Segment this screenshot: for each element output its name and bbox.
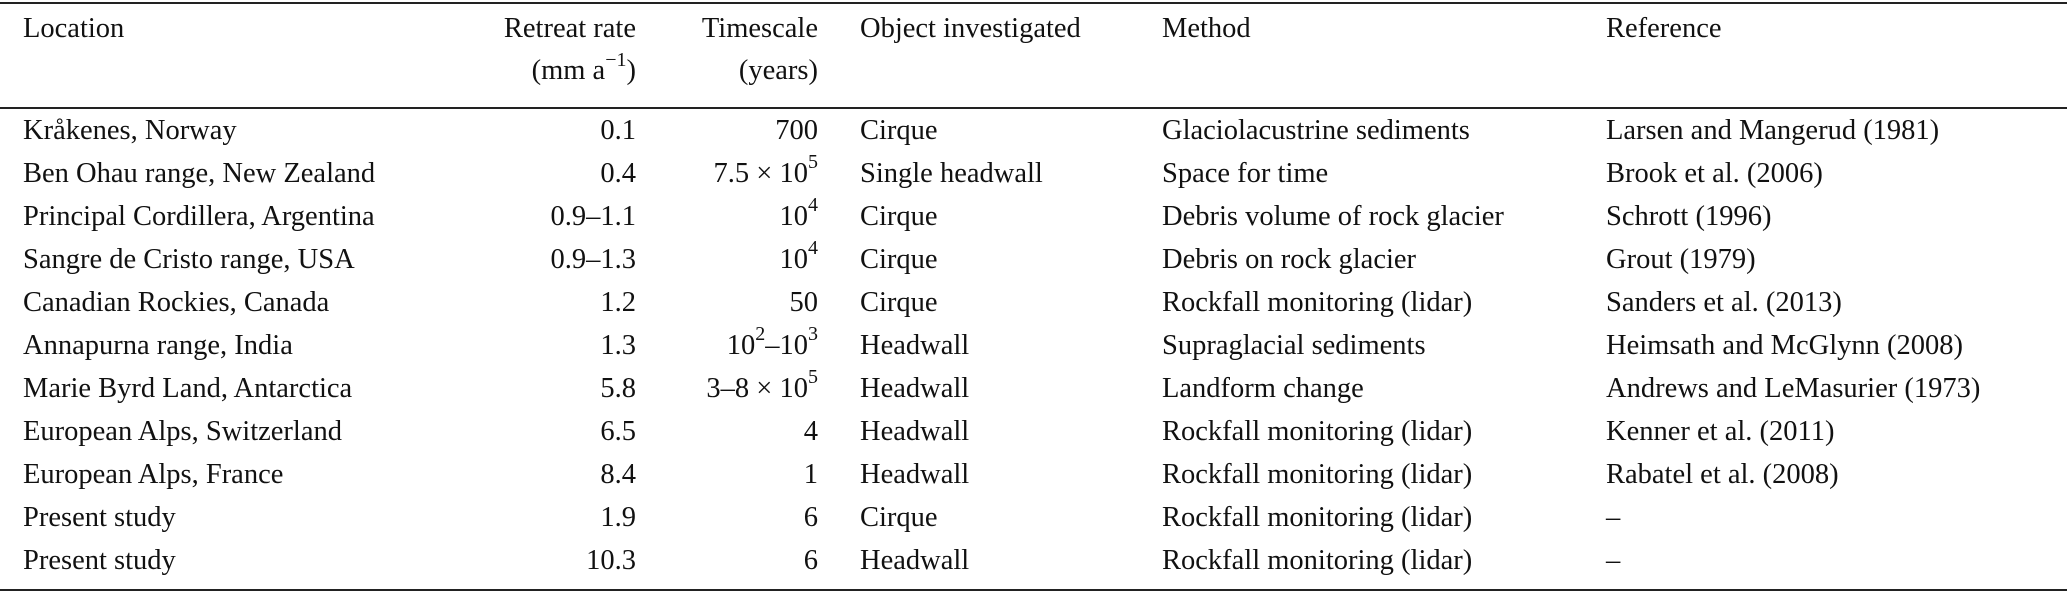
cell-method: Rockfall monitoring (lidar) (1162, 286, 1473, 318)
cell-object: Headwall (860, 544, 970, 576)
cell-object: Cirque (860, 114, 938, 146)
cell-object: Cirque (860, 243, 938, 275)
cell-method: Rockfall monitoring (lidar) (1162, 415, 1473, 447)
cell-location: European Alps, France (23, 458, 284, 490)
cell-reference: Sanders et al. (2013) (1606, 286, 1842, 318)
cell-location: Principal Cordillera, Argentina (23, 200, 375, 232)
cell-object: Headwall (860, 415, 970, 447)
cell-method: Supraglacial sediments (1162, 329, 1426, 361)
cell-retreat-rate: 1.3 (600, 329, 636, 361)
cell-reference: Grout (1979) (1606, 243, 1756, 275)
cell-location: European Alps, Switzerland (23, 415, 342, 447)
cell-location: Present study (23, 501, 176, 533)
table-row (0, 152, 2067, 195)
cell-method: Debris volume of rock glacier (1162, 200, 1504, 232)
header-retreat-rate: Retreat rate (mm $a^{-1}$) (503, 13, 636, 86)
cell-timescale: $10^4$ (779, 237, 818, 275)
table-row (0, 496, 2067, 539)
cell-location: Marie Byrd Land, Antarctica (23, 372, 353, 404)
cell-object: Cirque (860, 286, 938, 318)
table-row (0, 453, 2067, 496)
cell-timescale: $7.5 \times 10^5$ (713, 151, 818, 189)
cell-timescale: 700 (775, 114, 818, 146)
table-row (0, 238, 2067, 281)
bottom-rule (0, 589, 2067, 591)
header-location: Location (23, 13, 125, 44)
cell-retreat-rate: 1.2 (600, 286, 636, 318)
cell-location: Canadian Rockies, Canada (23, 286, 330, 318)
table-row (0, 99, 2067, 152)
cell-retreat-rate: 0.4 (600, 157, 636, 189)
table-body (0, 99, 2067, 582)
cell-method: Rockfall monitoring (lidar) (1162, 501, 1473, 533)
table-row (0, 367, 2067, 410)
cell-retreat-rate: 5.8 (600, 372, 636, 404)
cell-method: Glaciolacustrine sediments (1162, 114, 1470, 146)
cell-timescale: 50 (789, 286, 818, 318)
table-row (0, 195, 2067, 238)
cell-reference: Andrews and LeMasurier (1973) (1606, 372, 1981, 404)
cell-retreat-rate: 6.5 (600, 415, 636, 447)
cell-method: Landform change (1162, 372, 1364, 404)
cell-retreat-rate: 0.9–1.3 (550, 243, 636, 275)
cell-method: Debris on rock glacier (1162, 243, 1417, 275)
cell-method: Rockfall monitoring (lidar) (1162, 544, 1473, 576)
cell-retreat-rate: 0.9–1.1 (550, 200, 636, 232)
cell-timescale: $10^4$ (779, 194, 818, 232)
cell-timescale: 6 (803, 501, 818, 533)
cell-object: Headwall (860, 329, 970, 361)
cell-object: Cirque (860, 200, 938, 232)
cell-method: Space for time (1162, 157, 1329, 189)
cell-location: Ben Ohau range, New Zealand (23, 157, 376, 189)
cell-location: Kråkenes, Norway (23, 114, 237, 146)
cell-object: Single headwall (860, 157, 1043, 189)
table-row (0, 539, 2067, 582)
cell-retreat-rate: 1.9 (600, 501, 636, 533)
cell-location: Annapurna range, India (23, 329, 293, 361)
header-timescale: Timescale (years) (701, 13, 818, 86)
table-row (0, 410, 2067, 453)
cell-retreat-rate: 8.4 (600, 458, 636, 490)
header-reference: Reference (1606, 13, 1722, 44)
header-method: Method (1162, 13, 1251, 44)
cell-timescale: $10^2-10^3$ (726, 323, 818, 361)
cell-reference: Kenner et al. (2011) (1606, 415, 1835, 447)
cell-reference: – (1606, 544, 1621, 576)
cell-reference: Schrott (1996) (1606, 200, 1772, 232)
cell-timescale: 6 (803, 544, 818, 576)
table-row (0, 324, 2067, 367)
header-row (0, 0, 2067, 99)
cell-timescale: 1 (803, 458, 818, 490)
cell-timescale: $3-8 \times 10^5$ (706, 366, 818, 404)
cell-location: Present study (23, 544, 176, 576)
cell-reference: Brook et al. (2006) (1606, 157, 1823, 189)
cell-location: Sangre de Cristo range, USA (23, 243, 355, 275)
cell-reference: Heimsath and McGlynn (2008) (1606, 329, 1963, 361)
cell-object: Headwall (860, 458, 970, 490)
cell-reference: Rabatel et al. (2008) (1606, 458, 1839, 490)
cell-retreat-rate: 10.3 (586, 544, 636, 576)
cell-object: Cirque (860, 501, 938, 533)
header-object: Object investigated (860, 13, 1081, 44)
cell-retreat-rate: 0.1 (600, 114, 636, 146)
cell-method: Rockfall monitoring (lidar) (1162, 458, 1473, 490)
cell-reference: – (1606, 501, 1621, 533)
cell-object: Headwall (860, 372, 970, 404)
cell-reference: Larsen and Mangerud (1981) (1606, 114, 1940, 146)
cell-timescale: 4 (803, 415, 818, 447)
table-row (0, 281, 2067, 324)
